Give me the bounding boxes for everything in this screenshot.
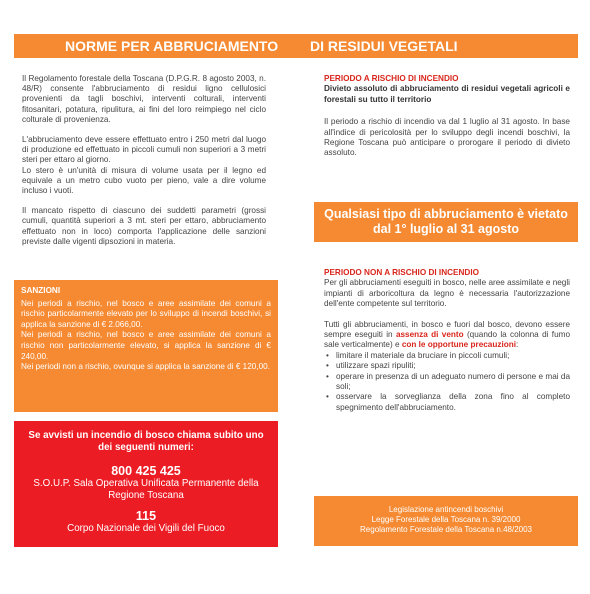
emergency-box (14, 421, 278, 547)
header-title-right: DI RESIDUI VEGETALI (310, 38, 458, 54)
list-item: • osservare la sorveglianza della zona fino al completo spegnimento dell'abbruciamento. (324, 392, 570, 413)
sanction-medium-risk: Nei periodi a rischio, nel bosco e aree assimilate dei comuni a rischio non particolarmente elevato, si applica la sanzione di € 240,00. (21, 330, 271, 361)
soup-phone-number: 800 425 425 (111, 464, 181, 478)
precautions-paragraph (324, 320, 570, 351)
left-column (22, 74, 266, 257)
risk-period-section (324, 74, 570, 159)
distance-paragraph: L'abbruciamento deve essere effettuato entro i 250 metri dal luogo di produzione ed effettuato in piccoli cumuli non superiori a 3 metri steri per ettaro al giorno. (22, 135, 266, 165)
header-title-left: NORME PER ABBRUCIAMENTO (65, 38, 279, 54)
emergency-intro: Se avvisti un incendio di bosco chiama subito uno dei seguenti numeri: (28, 430, 264, 453)
firefighters-organization: Corpo Nazionale dei Vigili del Fuoco (67, 523, 225, 534)
no-risk-period-section (324, 268, 570, 413)
sanctions-box (14, 280, 278, 412)
penalty-paragraph: Il mancato rispetto di ciascuno dei suddetti parametri (grossi cumuli, quantità superiori a 3 mt. steri per ettaro, abbruciamento effettuato non in loco) comporta l'applicazione delle sanzioni previste dalle vigenti dipsozioni in materia. (22, 206, 266, 246)
legislation-title: Legislazione antincendi boschivi (388, 505, 504, 514)
no-risk-period-text: Per gli abbruciamenti eseguiti in bosco, nelle aree assimilate e negli impianti di arboricoltura da legno è necessaria l'autorizzazione dell'ente competente sul territorio. (324, 278, 570, 309)
risk-period-ban: Divieto assoluto di abbruciamento di residui vegetali agricoli e forestali su tutto il territorio (324, 84, 570, 104)
page-header (14, 34, 578, 58)
risk-period-title: PERIODO A RISCHIO DI INCENDIO (324, 74, 459, 83)
firefighters-phone-number: 115 (135, 509, 157, 523)
intro-paragraph: Il Regolamento forestale della Toscana (D.P.G.R. 8 agosto 2003, n. 48/R) consente l'abbruciamento di residui ligno cellulosici provenienti da tagli boschivi, interventi colturali, interventi fitosanitari, potatura, ripulitura, ai fini del loro reimpiego nel ciclo colturale di provenienza. (22, 74, 266, 124)
precautions-text-a: Tutti gli abbruciamenti, in bosco e fuori dal bosco, devono essere sempre eseguiti in (324, 319, 570, 340)
risk-period-text: Il periodo a rischio di incendio va dal 1 luglio al 31 agosto. In base all'indice di pericolosità per lo sviluppo degli incendi boschivi, la Regione Toscana può anticipare o prorogare il periodo di divieto assoluto. (324, 117, 570, 158)
no-wind-highlight: assenza di vento (395, 330, 464, 340)
precautions-highlight: con le opportune precauzioni (401, 340, 517, 350)
precautions-text-c: : (516, 340, 519, 350)
sanctions-title: SANZIONI (21, 286, 61, 295)
list-item: • operare in presenza di un adeguato numero di persone e mai da soli; (324, 372, 570, 393)
ban-banner: Qualsiasi tipo di abbruciamento è vietato dal 1° luglio al 31 agosto (314, 202, 578, 242)
no-risk-period-title: PERIODO NON A RISCHIO DI INCENDIO (324, 268, 479, 277)
list-item: • limitare il materiale da bruciare in piccoli cumuli; (324, 351, 570, 361)
sanction-no-risk: Nei periodi non a rischio, ovunque si applica la sanzione di € 120,00. (21, 362, 270, 372)
sanction-high-risk: Nei periodi a rischio, nel bosco e aree assimilate dei comuni a rischio particolarmente elevato per lo sviluppo di incendi boschivi, si applica la sanzione di € 2.066,00. (21, 298, 271, 329)
precautions-list (324, 351, 570, 413)
stero-paragraph: Lo stero è un'unità di misura di volume usata per il legno ed equivale a un metro cubo vuoto per pieno, vale a dire volume incluso i vuoti. (22, 165, 266, 196)
legislation-regulation: Regolamento Forestale della Toscana n.48/2003 (360, 525, 532, 534)
soup-organization: S.O.U.P. Sala Operativa Unificata Permanente della Regione Toscana (33, 478, 259, 501)
legislation-law: Legge Forestale della Toscana n. 39/2000 (371, 515, 521, 524)
precautions-text-b: (quando la colonna di fumo sale verticalmente) e (324, 330, 571, 350)
list-item: • utilizzare spazi ripuliti; (324, 361, 570, 371)
legislation-box (314, 496, 578, 546)
